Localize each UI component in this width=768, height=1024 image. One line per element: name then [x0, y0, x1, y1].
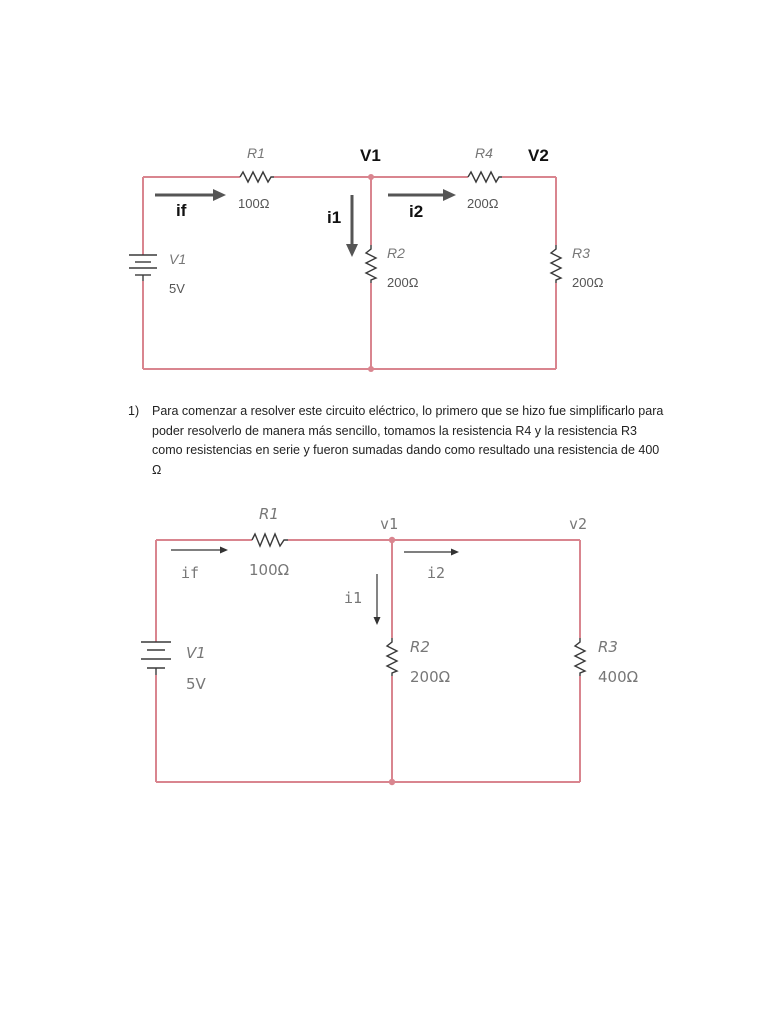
resistor-r2: [366, 245, 376, 283]
arrow-i1: [346, 195, 358, 257]
label2-r3-name: R3: [598, 638, 618, 656]
label-node-v2: V2: [528, 146, 549, 165]
label-r1-value: 100Ω: [238, 196, 270, 211]
step-number: 1): [128, 404, 140, 418]
junction-node-bottom: [368, 366, 374, 372]
circuit-diagram-original: [0, 0, 768, 400]
label2-current-i2: i2: [427, 564, 446, 582]
label2-r3-value: 400Ω: [598, 668, 639, 686]
label-current-i1: i1: [327, 208, 342, 227]
arrow-i2: [388, 189, 456, 201]
label2-r1-value: 100Ω: [249, 561, 290, 579]
label-current-i2: i2: [409, 202, 424, 221]
arrow2-i2: [404, 549, 459, 556]
arrow-if: [155, 189, 226, 201]
label2-r2-value: 200Ω: [410, 668, 451, 686]
battery2-source: [141, 642, 171, 675]
label-r2-value: 200Ω: [387, 275, 419, 290]
step-explanation: [128, 402, 668, 480]
resistor-r4: [468, 172, 502, 182]
label2-node-v2: v2: [569, 515, 588, 533]
label-r4-name: R4: [475, 145, 493, 161]
resistor2-r2: [387, 638, 397, 676]
resistor2-r1: [252, 534, 288, 546]
label-current-if: if: [176, 201, 187, 220]
resistor-r1: [240, 172, 274, 182]
circuit-diagram-simplified: [0, 490, 768, 810]
label-r1-name: R1: [247, 145, 265, 161]
label2-r1-name: R1: [259, 505, 279, 523]
label-node-v1: V1: [360, 146, 381, 165]
battery-source: [129, 255, 157, 281]
label-source-value: 5V: [169, 281, 185, 296]
label2-current-i1: i1: [344, 589, 363, 607]
junction2-node-bottom: [389, 779, 395, 785]
resistor2-r3: [575, 638, 585, 676]
label2-node-v1: v1: [380, 515, 399, 533]
arrow2-i1: [374, 574, 381, 625]
label-r2-name: R2: [387, 245, 405, 261]
label-r3-name: R3: [572, 245, 590, 261]
label-r3-value: 200Ω: [572, 275, 604, 290]
label-r4-value: 200Ω: [467, 196, 499, 211]
step-text: Para comenzar a resolver este circuito eléctrico, lo primero que se hizo fue simplificarlo para poder resolverlo de manera más sencillo, tomamos la resistencia R4 y la resistencia R3 como resistencias en serie y fueron sumadas dando como resultado una resistencia de 400 Ω: [152, 404, 664, 477]
junction-node-top: [368, 174, 374, 180]
label2-source-name: V1: [186, 644, 206, 662]
label-source-name: V1: [169, 251, 187, 267]
label2-source-value: 5V: [186, 675, 206, 693]
label2-r2-name: R2: [410, 638, 430, 656]
resistor-r3: [551, 245, 561, 283]
junction2-node-top: [389, 537, 395, 543]
label2-current-if: if: [181, 564, 200, 582]
circuit2-wires: [156, 540, 580, 782]
arrow2-if: [171, 547, 228, 554]
